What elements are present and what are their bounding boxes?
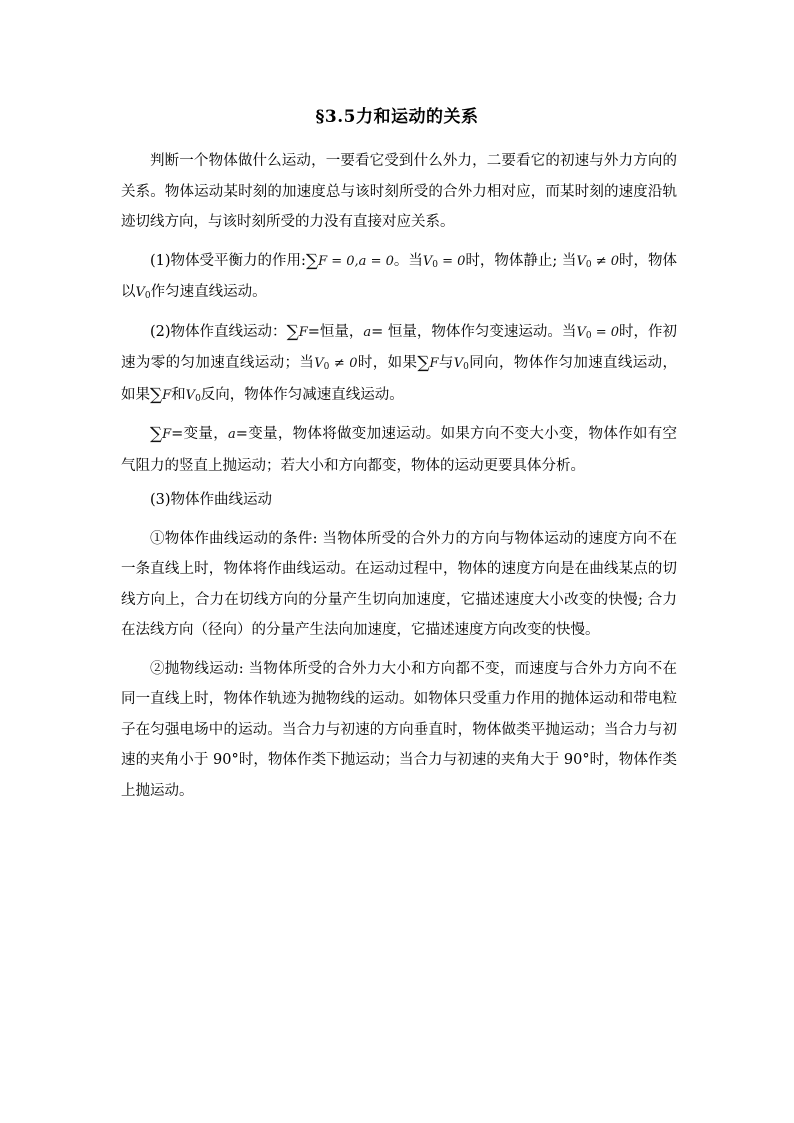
case1-paragraph bbox=[121, 246, 677, 309]
formula-v0: $V_0$ bbox=[185, 387, 201, 404]
case2b-text-2: =变量，物体将做变加速运动。如果方向不变大小变，物体作如有空气阻力的竖直上抛运动；若大小和方向都变，物体的运动更要具体分析。 bbox=[121, 426, 677, 474]
formula-sum-f-zero-a-zero: ∑F = 0,a = 0 bbox=[305, 250, 394, 271]
case2-text-1: (2)物体作直线运动： bbox=[150, 323, 287, 340]
page-title: §3.5力和运动的关系 bbox=[315, 107, 479, 127]
formula-sum-f: ∑F bbox=[417, 353, 439, 373]
formula-v0-neq-zero: $V_0 \ne 0$ bbox=[314, 356, 358, 372]
case3-1-paragraph: ①物体作曲线运动的条件: 当物体所受的合外力的方向与物体运动的速度方向不在一条直线上时，物体将作曲线运动。在运动过程中，物体的速度方向是在曲线某点的切线方向上，合力在切线方向的分量产生切向加速度，它描述速度大小改变的快慢; 合力在法线方向（径向）的分量产生法向加速度，它描述速度方向改变的快慢。 bbox=[121, 530, 677, 638]
case3-heading: (3)物体作曲线运动 bbox=[150, 492, 273, 508]
formula-sum-f: ∑F bbox=[286, 321, 308, 342]
case1-text-4: 时，物体以 bbox=[121, 252, 677, 300]
case2-text-2: =恒量， bbox=[307, 323, 364, 340]
case2-text-7: 同向，物体作匀加速直线运动，如果 bbox=[121, 355, 678, 403]
formula-v0: $V_0$ bbox=[453, 356, 469, 372]
case1-text-2: 。当 bbox=[393, 252, 423, 269]
formula-v0-eq-zero: $V_0 = 0$ bbox=[422, 253, 466, 270]
case2-text-8: 和 bbox=[171, 386, 186, 403]
formula-v0: $V_0$ bbox=[135, 285, 151, 301]
case2b-text-1: =变量， bbox=[171, 426, 229, 442]
case2-text-3: = 恒量，物体作匀变速运动。当 bbox=[371, 323, 577, 340]
case2-paragraph bbox=[121, 317, 677, 412]
case2-text-4: 时，作初速为零的匀加速直线运动；当 bbox=[121, 323, 678, 371]
document-body bbox=[121, 146, 677, 806]
intro-paragraph: 判断一个物体做什么运动，一要看它受到什么外力，二要看它的初速与外力方向的关系。物体运动某时刻的加速度总与该时刻所受的合外力相对应，而某时刻的速度沿轨迹切线方向，与该时刻所受的力没有直接对应关系。 bbox=[121, 153, 677, 230]
case1-text-1: (1)物体受平衡力的作用: bbox=[150, 252, 306, 269]
formula-v0-eq-zero: $V_0 = 0$ bbox=[576, 324, 619, 341]
case2-text-5: 时，如果 bbox=[357, 355, 418, 371]
formula-sum-f: ∑F bbox=[150, 424, 172, 444]
formula-a: a bbox=[228, 427, 236, 442]
formula-v0-neq-zero: $V_0 \ne 0$ bbox=[576, 253, 619, 270]
case2-text-6: 与 bbox=[438, 355, 454, 371]
case1-text-3: 时，物体静止; 当 bbox=[465, 252, 577, 269]
case1-text-5: 作匀速直线运动。 bbox=[150, 284, 267, 300]
case3-2-paragraph: ②抛物线运动: 当物体所受的合外力大小和方向都不变，而速度与合外力方向不在同一直线上时，物体作轨迹为抛物线的运动。如物体只受重力作用的抛体运动和带电粒子在匀强电场中的运动。当合力与初速的方向垂直时，物体做类平抛运动；当合力与初速的夹角小于 90°时，物体作类下抛运动；当合力与初速的夹角大于 90°时，物体作类上抛运动。 bbox=[121, 660, 677, 799]
case2-text-9: 反向，物体作匀减速直线运动。 bbox=[200, 386, 404, 403]
case2b-paragraph bbox=[121, 419, 677, 481]
formula-a: a bbox=[363, 324, 372, 340]
formula-sum-f: ∑F bbox=[150, 384, 172, 405]
